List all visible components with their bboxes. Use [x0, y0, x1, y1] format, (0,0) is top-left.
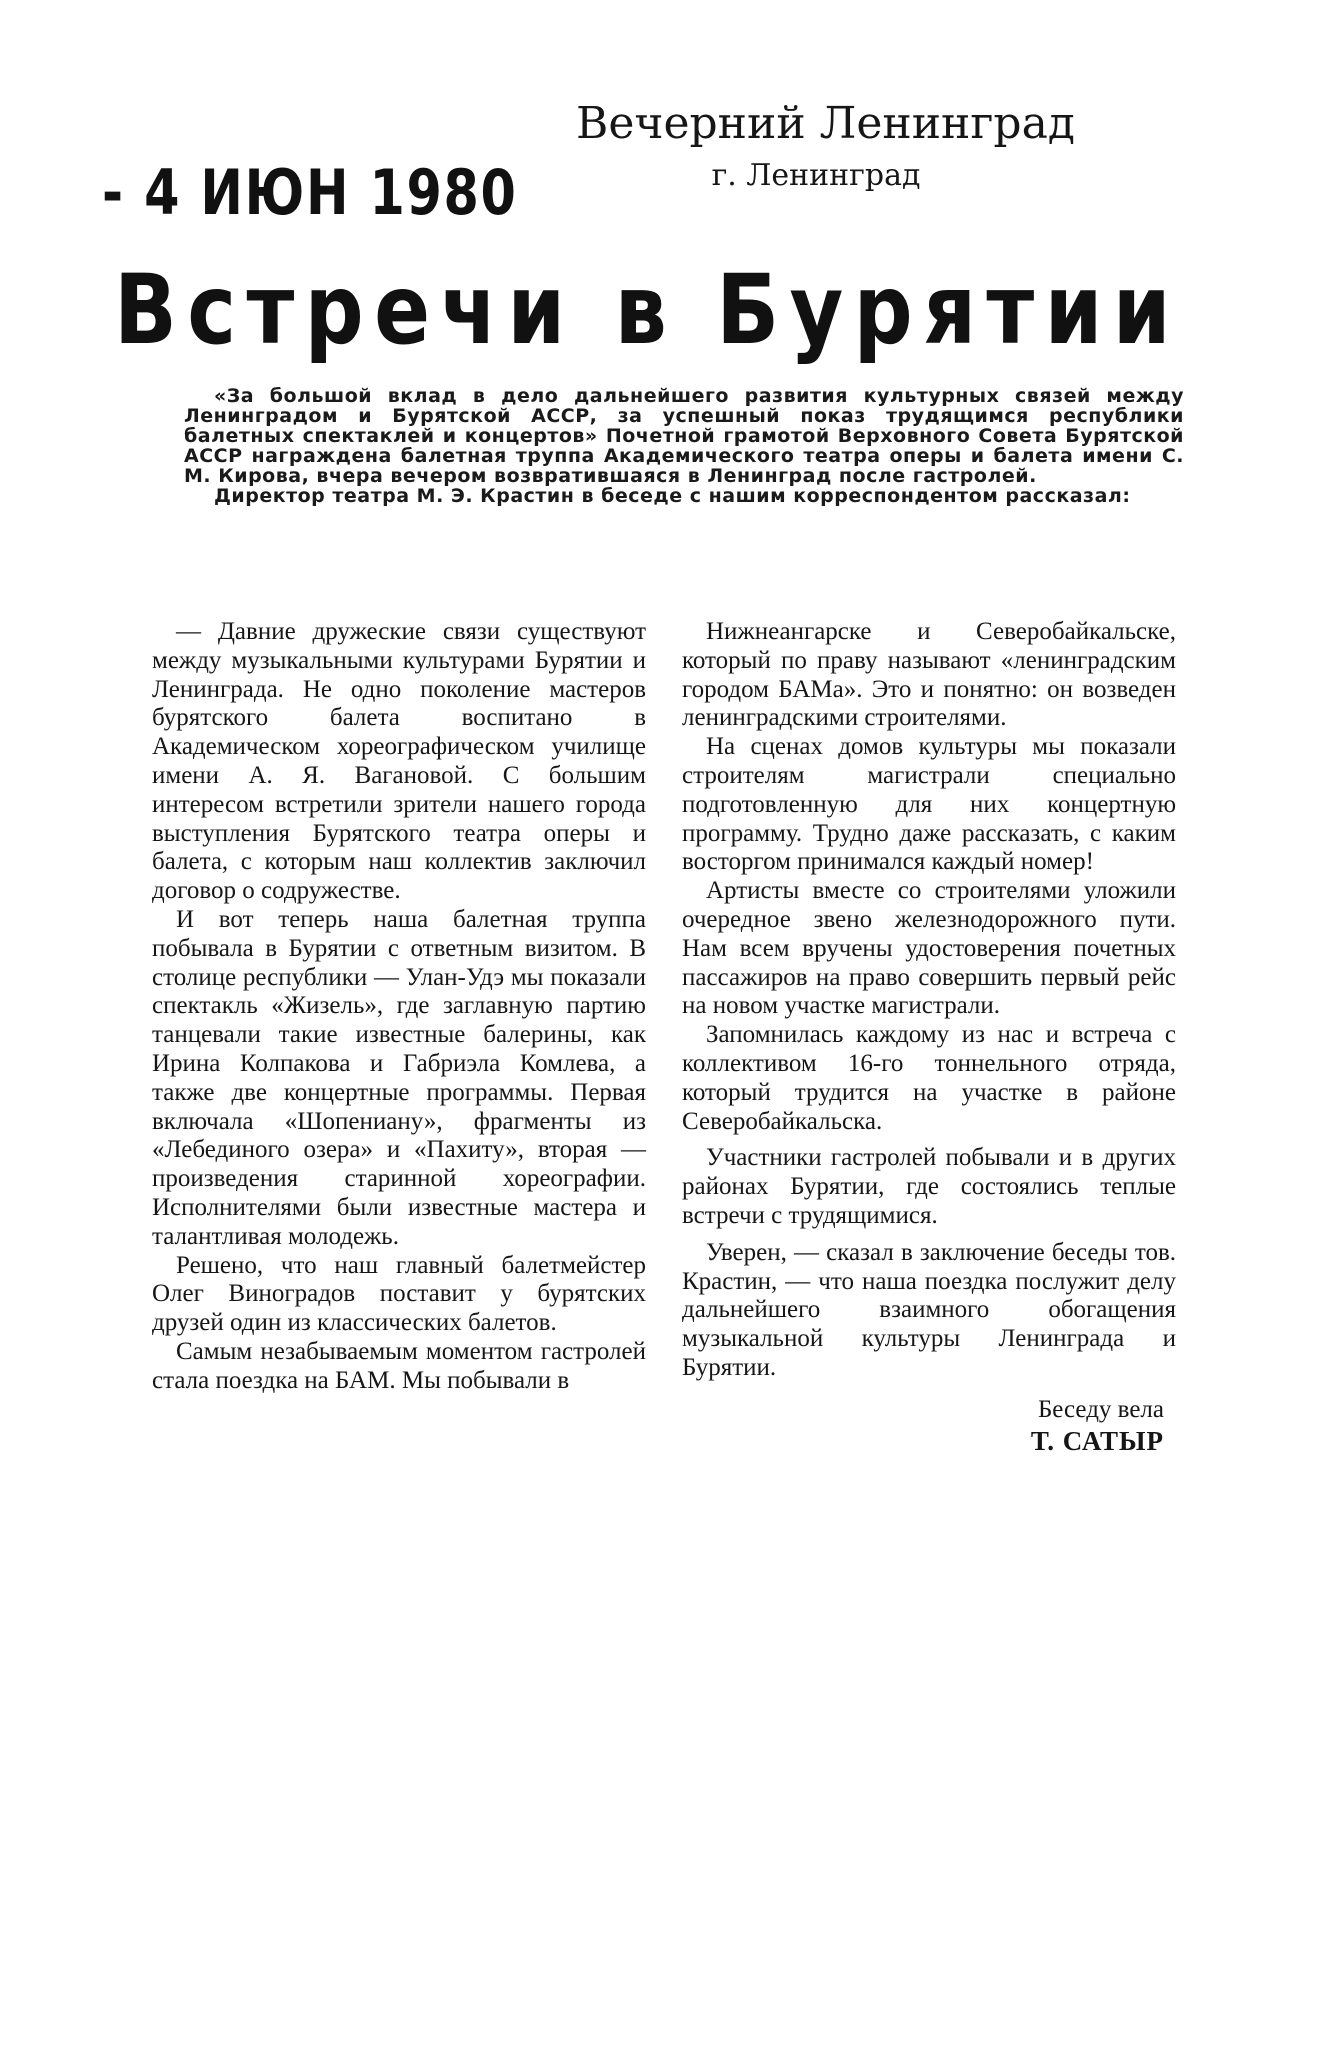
left-column — [152, 618, 646, 1457]
date-stamp: - 4 ИЮН 1980 — [102, 156, 518, 229]
newspaper-city: г. Ленинград — [711, 158, 921, 193]
byline-author: Т. САТЫР — [1030, 1425, 1164, 1456]
byline — [682, 1395, 1176, 1457]
article-headline: Встречи в Бурятии — [114, 254, 1181, 366]
body-paragraph: Артисты вместе со строителями уложили очередное звено железнодорожного пути. Нам всем вручены удостоверения почетных пассажиров на право совершить первый рейс на новом участке магистрали. — [682, 877, 1176, 1020]
article-body — [152, 618, 1176, 1457]
article-lead — [184, 386, 1184, 506]
masthead — [576, 96, 1075, 200]
body-paragraph: Самым незабываемым моментом гастролей стала поездка на БАМ. Мы побывали в — [152, 1337, 646, 1394]
lead-paragraph: «За большой вклад в дело дальнейшего развития культурных связей между Ленинградом и Бурятской АССР, за успешный показ трудящимся республики балетных спектаклей и концертов» Почетной грамотой Верховного Совета Бурятской АССР награждена балетная труппа Академического театра оперы и балета имени С. М. Кирова, вчера вечером возвратившаяся в Ленинград после гастролей. — [184, 385, 1184, 487]
body-paragraph: Запомнилась каждому из нас и встреча с коллективом 16-го тоннельного отряда, который трудится на участке в районе Северобайкальска. — [682, 1021, 1176, 1135]
body-paragraph: — Давние дружеские связи существуют между музыкальными культурами Бурятии и Ленинграда. Не одно поколение мастеров бурятского балета воспитано в Академическом хореографическом училище имени А. Я. Вагановой. С большим интересом встретили зрители нашего города выступления Бурятского театра оперы и балета, с которым наш коллектив заключил договор о содружестве. — [152, 618, 646, 905]
body-paragraph: Уверен, — сказал в заключение беседы тов. Крастин, — что наша поездка послужит делу дальнейшего взаимного обогащения музыкальной культуры Ленинграда и Бурятии. — [682, 1238, 1176, 1381]
body-paragraph: Решено, что наш главный балетмейстер Олег Виноградов поставит у бурятских друзей один из классических балетов. — [152, 1251, 646, 1337]
body-paragraph: Нижнеангарске и Северобайкальске, который по праву называют «ленинградским городом БАМа». Это и понятно: он возведен ленинградскими строителями. — [682, 618, 1176, 732]
byline-label: Беседу вела — [1037, 1395, 1164, 1423]
right-column — [682, 618, 1176, 1457]
body-paragraph: На сценах домов культуры мы показали строителям магистрали специально подготовленную для них концертную программу. Трудно даже рассказать, с каким восторгом принимался каждый номер! — [682, 733, 1176, 876]
newspaper-name: Вечерний Ленинград — [576, 98, 1075, 149]
body-paragraph: И вот теперь наша балетная труппа побывала в Бурятии с ответным визитом. В столице республики — Улан-Удэ мы показали спектакль «Жизель», где заглавную партию танцевали такие известные балерины, как Ирина Колпакова и Габриэла Комлева, а также две концертные программы. Первая включала «Шопениану», фрагменты из «Лебединого озера» и «Пахиту», вторая — произведения старинной хореографии. Исполнителями были известные мастера и талантливая молодежь. — [152, 905, 646, 1250]
newspaper-clipping — [96, 96, 1226, 1926]
body-paragraph: Участники гастролей побывали и в других районах Бурятии, где состоялись теплые встречи с трудящимися. — [682, 1144, 1176, 1229]
lead-paragraph: Директор театра М. Э. Крастин в беседе с нашим корреспондентом рассказал: — [214, 485, 1131, 507]
